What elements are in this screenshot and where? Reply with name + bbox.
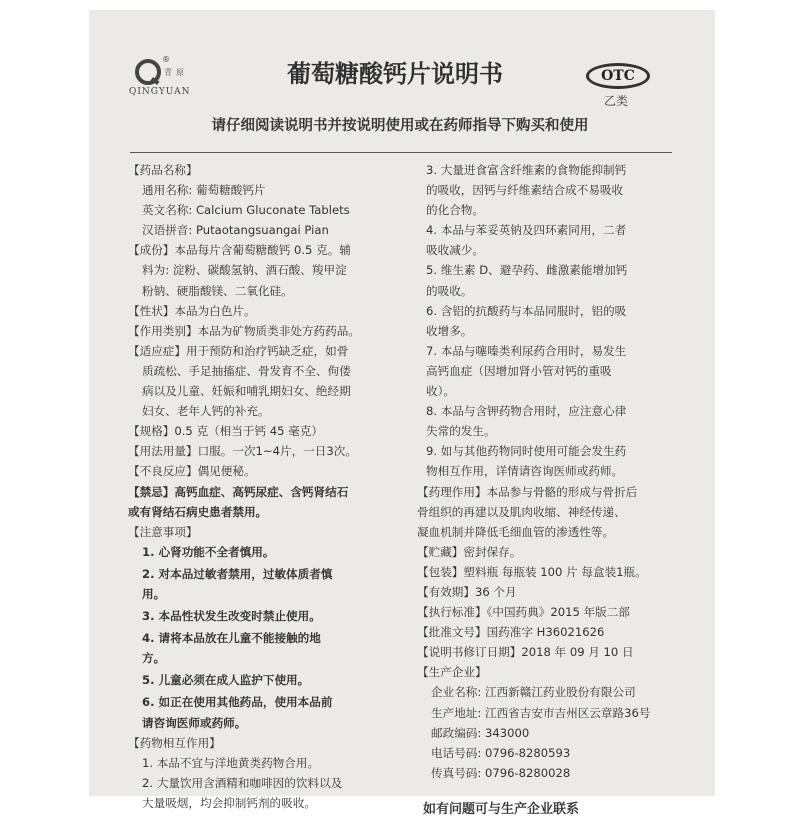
text-line: 电话号码: 0796-8280593 bbox=[431, 745, 571, 760]
text-line: 1. 本品不宜与洋地黄类药物合用。 bbox=[142, 755, 320, 770]
text-line: 4. 本品与苯妥英钠及四环素同用，二者 bbox=[426, 223, 627, 238]
text-line: 2. 大量饮用含酒精和咖啡因的饮料以及 bbox=[142, 775, 343, 790]
text-line: 【注意事项】 bbox=[128, 524, 198, 539]
text-line: 【用法用量】口服。一次1~4片，一日3次。 bbox=[128, 444, 357, 459]
qingyuan-logo bbox=[124, 55, 196, 101]
text-line: 6. 含铝的抗酸药与本品同服时，铝的吸 bbox=[426, 303, 627, 318]
text-line: 质疏松、手足抽搐症、骨发育不全、佝偻 bbox=[142, 363, 351, 378]
left-column bbox=[128, 160, 404, 813]
text-line: 吸收减少。 bbox=[426, 243, 484, 258]
text-line: 物相互作用，详情请咨询医师或药师。 bbox=[426, 464, 624, 479]
usage-notice: 请仔细阅读说明书并按说明使用或在药师指导下购买和使用 bbox=[211, 118, 589, 134]
text-line: 【贮藏】密封保存。 bbox=[417, 544, 522, 559]
text-line: 【适应症】用于预防和治疗钙缺乏症，如骨 bbox=[128, 343, 349, 358]
text-line: 骨组织的再建以及肌肉收缩、神经传递、 bbox=[417, 504, 626, 519]
text-line: 【批准文号】国药准字 H36021626 bbox=[417, 625, 605, 640]
text-line: 汉语拼音: Putaotangsuangai Pian bbox=[142, 223, 329, 238]
text-line: 邮政编码: 343000 bbox=[431, 725, 530, 740]
text-line: 料为: 淀粉、碳酸氢钠、酒石酸、羧甲淀 bbox=[142, 263, 347, 278]
text-line: 【包装】塑料瓶 每瓶装 100 片 每盒装1瓶。 bbox=[417, 564, 647, 579]
text-line: 【药理作用】本品参与骨骼的形成与骨折后 bbox=[417, 484, 638, 499]
text-line: 的吸收。 bbox=[426, 283, 473, 298]
text-line: 7. 本品与噻嗪类利尿药合用时，易发生 bbox=[426, 343, 627, 358]
text-line: 3. 本品性状发生改变时禁止使用。 bbox=[142, 609, 321, 624]
text-line: 【药品名称】 bbox=[128, 163, 198, 177]
otc-badge: OTC bbox=[586, 63, 650, 89]
text-line: 生产地址: 江西省吉安市吉州区云章路36号 bbox=[431, 705, 651, 720]
text-line: 通用名称: 葡萄糖酸钙片 bbox=[142, 183, 266, 198]
logo-q-icon bbox=[135, 59, 161, 85]
text-line: 【性状】本品为白色片。 bbox=[128, 303, 256, 318]
text-line: 3. 大量进食富含纤维素的食物能抑制钙 bbox=[426, 163, 627, 177]
text-line: 8. 本品与含钾药物合用时，应注意心律 bbox=[426, 404, 627, 419]
text-line: 用。 bbox=[142, 586, 166, 601]
text-line: 的化合物。 bbox=[426, 203, 484, 218]
text-line: 【不良反应】偶见便秘。 bbox=[128, 464, 256, 479]
logo-registered-mark: ® bbox=[162, 55, 170, 64]
otc-class-label: 乙类 bbox=[604, 94, 629, 108]
text-line: 【禁忌】高钙血症、高钙尿症、含钙肾结石 bbox=[128, 484, 349, 499]
text-line: 传真号码: 0796-8280028 bbox=[431, 765, 571, 780]
text-line: 1. 心肾功能不全者慎用。 bbox=[142, 544, 275, 559]
header-divider bbox=[130, 152, 672, 153]
logo-english-name: QINGYUAN bbox=[129, 87, 191, 97]
logo-chinese-name: 青原 bbox=[164, 68, 188, 77]
text-line: 【生产企业】 bbox=[417, 665, 487, 680]
text-line: 收）。 bbox=[426, 384, 455, 399]
text-line: 凝血机制并降低毛细血管的渗透性等。 bbox=[417, 524, 615, 539]
text-line: 英文名称: Calcium Gluconate Tablets bbox=[142, 203, 350, 218]
text-line: 高钙血症（因增加肾小管对钙的重吸 bbox=[426, 363, 612, 378]
text-line: 【作用类别】本品为矿物质类非处方药药品。 bbox=[128, 323, 360, 338]
text-line: 企业名称: 江西新赣江药业股份有限公司 bbox=[431, 685, 636, 700]
text-line: 妇女、老年人钙的补充。 bbox=[142, 404, 270, 419]
text-line: 请咨询医师或药师。 bbox=[142, 715, 247, 730]
text-line: 方。 bbox=[142, 651, 166, 666]
text-line: 2. 对本品过敏者禁用，过敏体质者慎 bbox=[142, 566, 333, 581]
text-line: 5. 儿童必须在成人监护下使用。 bbox=[142, 673, 310, 688]
right-column bbox=[417, 160, 674, 820]
text-line: 或有肾结石病史患者禁用。 bbox=[128, 504, 268, 519]
text-line: 6. 如正在使用其他药品，使用本品前 bbox=[142, 695, 333, 710]
text-line: 9. 如与其他药物同时使用可能会发生药 bbox=[426, 444, 627, 459]
text-line: 【说明书修订日期】2018 年 09 月 10 日 bbox=[417, 645, 634, 660]
text-line: 4. 请将本品放在儿童不能接触的地 bbox=[142, 631, 321, 646]
text-line: 5. 维生素 D、避孕药、雌激素能增加钙 bbox=[426, 263, 628, 278]
text-line: 病以及儿童、妊娠和哺乳期妇女、绝经期 bbox=[142, 384, 351, 399]
text-line: 的吸收，因钙与纤维素结合成不易吸收 bbox=[426, 183, 624, 198]
contact-note: 如有问题可与生产企业联系 bbox=[423, 801, 580, 817]
text-line: 【有效期】36 个月 bbox=[417, 584, 517, 599]
text-line: 【规格】0.5 克（相当于钙 45 毫克） bbox=[128, 424, 323, 439]
text-line: 【成份】本品每片含葡萄糖酸钙 0.5 克。辅 bbox=[128, 243, 351, 258]
text-line: 【药物相互作用】 bbox=[128, 735, 221, 750]
text-line: 收增多。 bbox=[426, 323, 473, 338]
text-line: 【执行标准】《中国药典》2015 年版二部 bbox=[417, 605, 630, 620]
text-line: 大量吸烟，均会抑制钙剂的吸收。 bbox=[142, 795, 316, 810]
text-line: 失常的发生。 bbox=[426, 424, 496, 439]
leaflet-title: 葡萄糖酸钙片说明书 bbox=[287, 60, 503, 88]
text-line: 粉钠、硬脂酸镁、二氧化硅。 bbox=[142, 283, 293, 298]
